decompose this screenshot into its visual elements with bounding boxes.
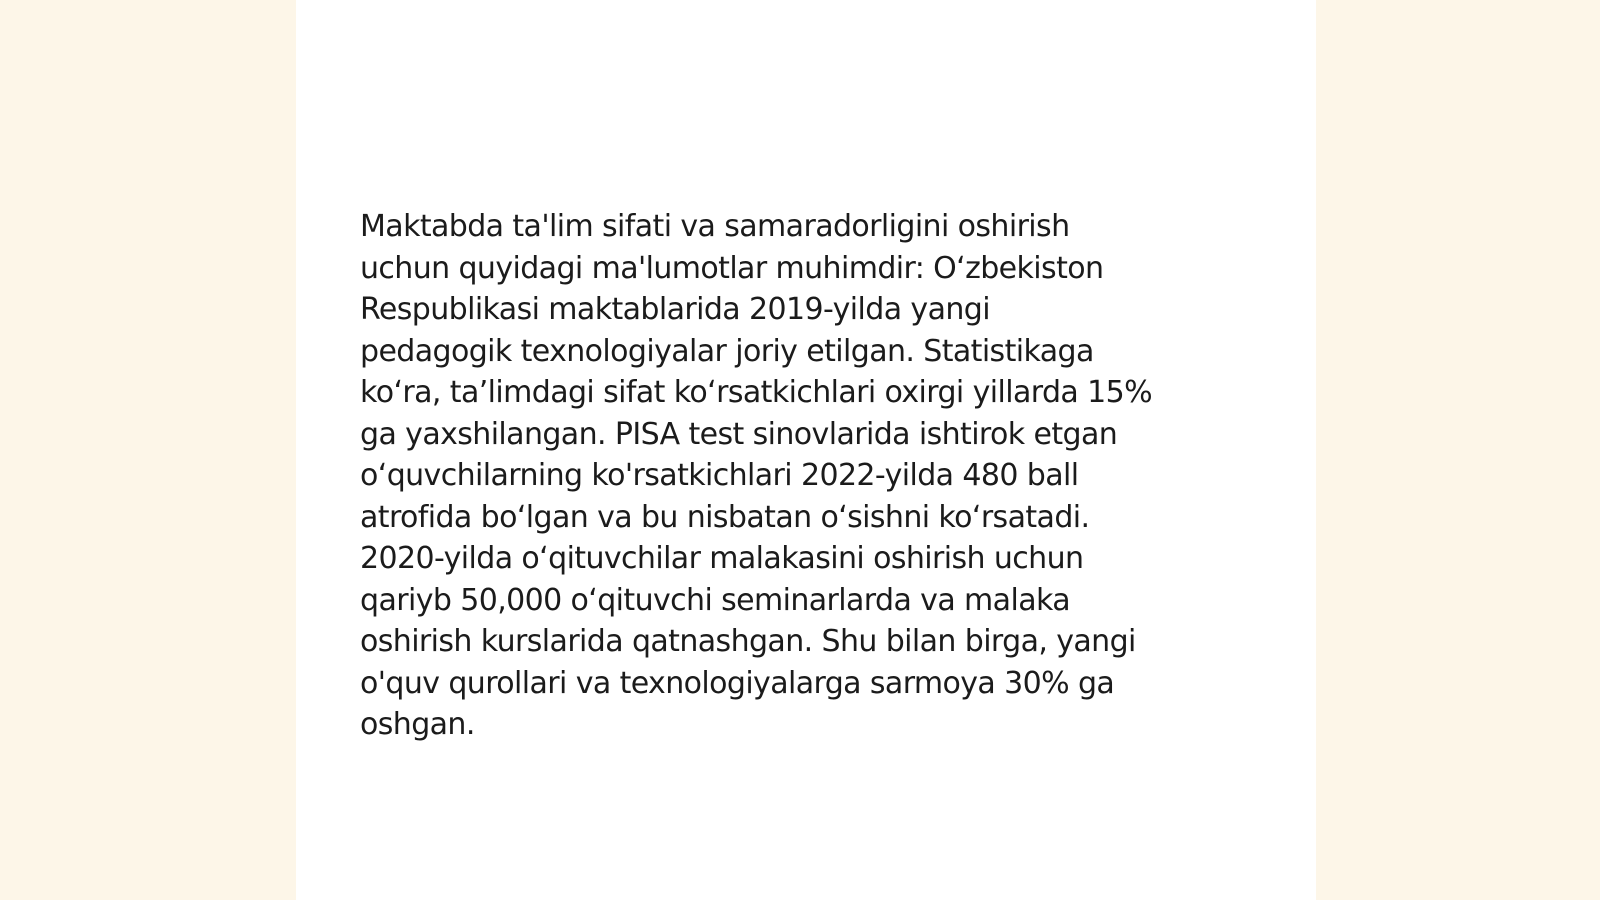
paragraph-line: uchun quyidagi ma'lumotlar muhimdir: O‘zbekiston [360, 250, 1104, 286]
paragraph-line: ga yaxshilangan. PISA test sinovlarida ishtirok etgan [360, 416, 1118, 452]
paragraph-line: o'quv qurollari va texnologiyalarga sarmoya 30% ga [360, 665, 1115, 701]
paragraph-line: atrofida bo‘lgan va bu nisbatan o‘sishni ko‘rsatadi. [360, 499, 1090, 535]
paragraph-line: oshirish kurslarida qatnashgan. Shu bilan birga, yangi [360, 624, 1136, 659]
paragraph-line: 2020-yilda o‘qituvchilar malakasini oshirish uchun [360, 541, 1084, 576]
paragraph-line: ko‘ra, ta’limdagi sifat ko‘rsatkichlari oxirgi yillarda 15% [360, 375, 1152, 410]
paragraph-line: o‘quvchilarning ko'rsatkichlari 2022-yilda 480 ball [360, 458, 1079, 493]
paragraph-line: Maktabda ta'lim sifati va samaradorligini oshirish [360, 209, 1070, 244]
paragraph-line: qariyb 50,000 o‘qituvchi seminarlarda va malaka [360, 582, 1071, 618]
body-paragraph [360, 206, 1260, 746]
document-page [296, 0, 1316, 900]
paragraph-line: oshgan. [360, 707, 475, 742]
paragraph-line: Respublikasi maktablarida 2019-yilda yangi [360, 292, 990, 327]
paragraph-line: pedagogik texnologiyalar joriy etilgan. Statistikaga [360, 333, 1094, 369]
